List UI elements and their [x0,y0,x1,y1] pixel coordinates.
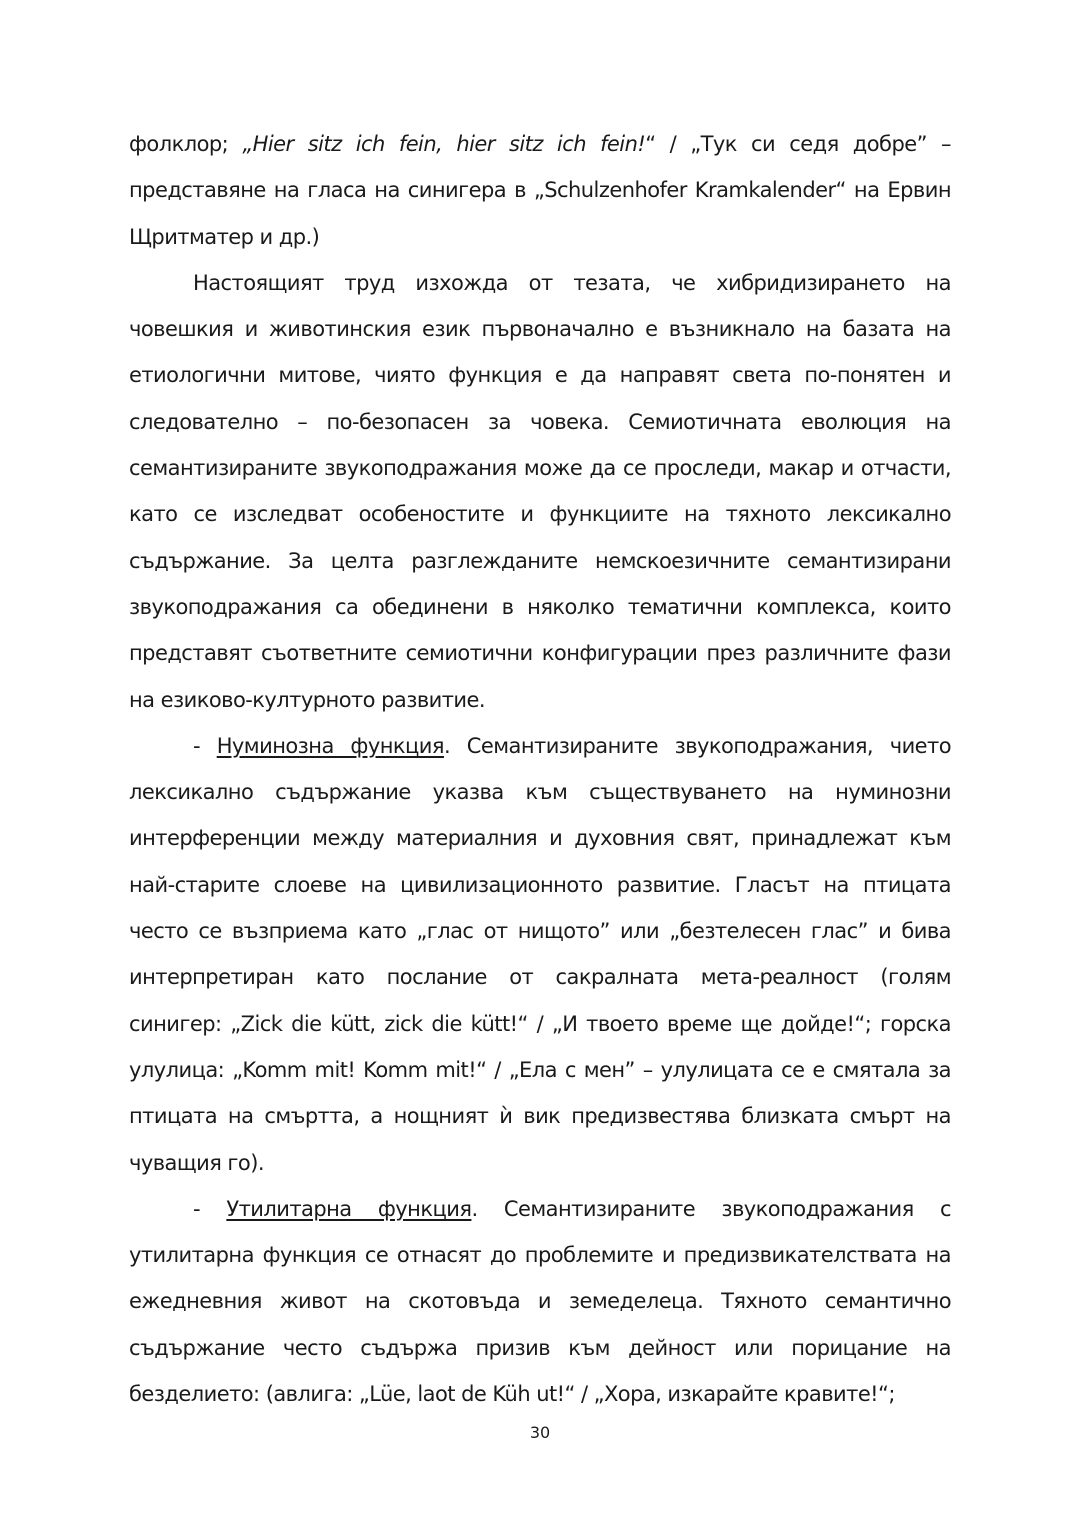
para3-text: . Семантизираните звукоподражания, чието лексикално съдържание указва към съществуването на нуминозни интерференции между материалния и духовния свят, принадлежат към най-старите слоеве на цивилизационното развитие. Гласът на птицата често се възприема като „глас от нищото” или „безтелесен глас” и бива интерпретиран като послание от сакралната мета-реалност (голям синигер: „Zick die kütt, zick die kütt!“ / „И твоето време ще дойде!“; горска улулица: „Komm mit! Komm mit!“ / „Ела с мен” – улулицата се е смятала за птицата на смъртта, а нощният ѝ вик предизвестява близката смърт на чуващия го). [129,733,952,1175]
paragraph-1 [129,121,951,260]
paragraph-4 [129,1186,951,1417]
body-text [129,121,951,1417]
para1-start: фолклор; [129,132,243,156]
paragraph-2: Настоящият труд изхожда от тезата, че хибридизирането на човешкия и животинския език първоначално е възникнало на базата на етиологични митове, чиято функция е да направят света по-понятен и следователно – по-безопасен за човека. Семиотичната еволюция на семантизираните звукоподражания може да се проследи, макар и отчасти, като се изследват особеностите и функциите на тяхното лексикално съдържание. За целта разглежданите немскоезичните семантизирани звукоподражания са обединени в няколко тематични комплекса, които представят съответните семиотични конфигурации през различните фази на езиково-културното развитие. [129,270,951,712]
term-utilitarian-function: Утилитарна функция [226,1196,472,1221]
page-number: 30 [529,1423,551,1442]
para4-dash: - [193,1196,227,1221]
para4-text: . Семантизираните звукоподражания с утилитарна функция се отнасят до проблемите и предизвикателствата на ежедневния живот на скотовъда и земеделеца. Тяхното семантично съдържание често съдържа призив към дейност или порицание на безделието: (авлига: „Lüe, laot de Küh ut!“ / „Хора, изкарайте кравите!“; [129,1196,951,1407]
para1-quote-italic: „Hier sitz ich fein, hier sitz ich fein! [242,132,646,156]
term-numinous-function: Нуминозна функция [216,733,444,758]
para1-rest: “ / „Тук си седя добре” – представяне на гласа на синигера в „Schulzenhofer Kramkalender“ на Ервин Щритматер и др.) [129,132,951,249]
paragraph-3 [129,723,951,1186]
para3-dash: - [193,733,217,758]
